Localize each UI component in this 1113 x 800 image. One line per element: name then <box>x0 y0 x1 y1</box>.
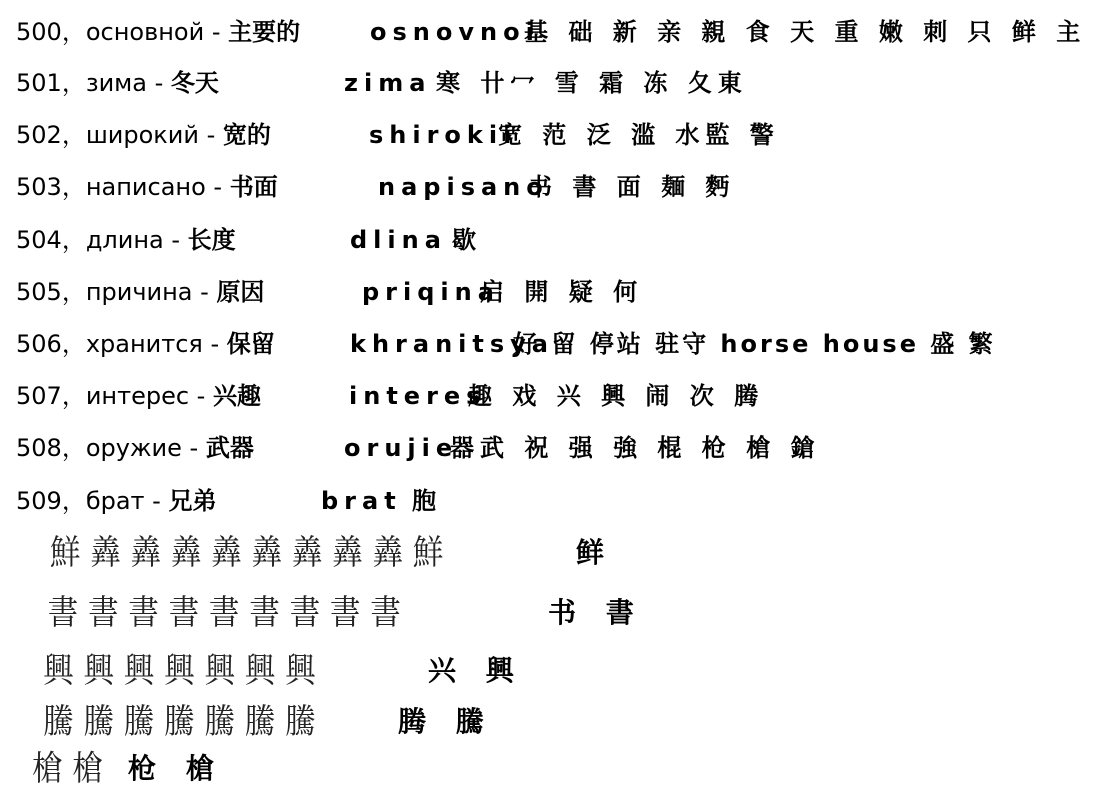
transliteration: orujie <box>344 434 459 462</box>
vocab-row <box>16 63 748 103</box>
dash: - <box>181 434 206 462</box>
glyph-row <box>28 744 1028 794</box>
russian-word: зима <box>85 69 147 97</box>
glyph-row <box>28 588 1028 638</box>
entry-number: 509 <box>16 487 62 515</box>
ancient-glyphs: 興 興 興 興 興 興 興 <box>43 651 316 691</box>
dash: - <box>163 226 188 254</box>
ancient-glyphs: 騰 騰 騰 騰 騰 騰 騰 <box>43 702 316 742</box>
separator: ， <box>61 226 86 254</box>
related-characters: 好 留 停站 驻守 horse house 盛 繁 <box>513 330 996 358</box>
russian-word: написано <box>85 173 206 201</box>
glyph-row <box>28 697 1028 747</box>
modern-character: 书 書 <box>548 596 644 629</box>
chinese-meaning: 武器 <box>205 434 254 462</box>
entry-number: 505 <box>16 278 62 306</box>
related-characters: 歇 <box>452 226 482 254</box>
transliteration: khranitsya <box>350 330 554 358</box>
modern-character: 兴 興 <box>428 654 524 687</box>
russian-word: длина <box>85 226 164 254</box>
entry-number: 503 <box>16 173 62 201</box>
vocab-row <box>16 428 821 468</box>
dash: - <box>205 173 230 201</box>
vocab-row <box>16 220 482 260</box>
separator: ， <box>61 434 86 462</box>
related-characters: 基 础 新 亲 親 食 天 重 嫩 刺 只 鲜 主 <box>524 18 1087 46</box>
vocab-row <box>16 481 442 521</box>
entry-number: 506 <box>16 330 62 358</box>
ancient-glyphs: 鮮 羴 羴 羴 羴 羴 羴 羴 羴 鮮 <box>49 533 444 573</box>
transliteration: napisano <box>378 173 549 201</box>
russian-word: оружие <box>85 434 182 462</box>
russian-word: брат <box>85 487 145 515</box>
ancient-glyphs: 槍 槍 <box>31 749 103 789</box>
dash: - <box>146 69 171 97</box>
glyph-row <box>28 528 1028 578</box>
dash: - <box>202 330 227 358</box>
vocab-row <box>16 115 780 155</box>
separator: ， <box>61 487 86 515</box>
entry-number: 508 <box>16 434 62 462</box>
related-characters: 胞 <box>412 487 442 515</box>
modern-character: 枪 槍 <box>128 752 224 785</box>
separator: ， <box>61 278 86 306</box>
separator: ， <box>61 382 86 410</box>
russian-word: интерес <box>85 382 190 410</box>
entry-number: 502 <box>16 121 62 149</box>
related-characters: 趣 戏 兴 興 闹 次 腾 <box>468 382 765 410</box>
transliteration: priqina <box>362 278 500 306</box>
entry-number: 504 <box>16 226 62 254</box>
separator: ， <box>61 18 86 46</box>
chinese-meaning: 原因 <box>216 278 265 306</box>
transliteration: brat <box>321 487 402 515</box>
separator: ， <box>61 173 86 201</box>
separator: ， <box>61 69 86 97</box>
russian-word: широкий <box>85 121 199 149</box>
vocab-row <box>16 272 644 312</box>
transliteration: zima <box>344 69 432 97</box>
separator: ， <box>61 121 86 149</box>
transliteration: shirokii <box>369 121 518 149</box>
modern-character: 鲜 <box>576 536 615 569</box>
transliteration: interes <box>349 382 487 410</box>
entry-number: 500 <box>16 18 62 46</box>
related-characters: 寒 卄冖 雪 霜 冻 夂東 <box>436 69 748 97</box>
chinese-meaning: 长度 <box>187 226 236 254</box>
related-characters: 书 書 面 麺 麪 <box>528 173 736 201</box>
dash: - <box>144 487 169 515</box>
vocab-row <box>16 12 1087 52</box>
vocab-row <box>16 376 765 416</box>
chinese-meaning: 兄弟 <box>168 487 217 515</box>
vocab-row <box>16 324 996 364</box>
ancient-glyphs: 書 書 書 書 書 書 書 書 書 <box>47 593 401 633</box>
transliteration: osnovnoi <box>370 18 540 46</box>
dash: - <box>189 382 213 410</box>
chinese-meaning: 书面 <box>229 173 278 201</box>
transliteration: dlina <box>350 226 447 254</box>
glyph-row <box>28 646 1028 696</box>
dash: - <box>198 121 223 149</box>
chinese-meaning: 宽的 <box>222 121 271 149</box>
related-characters: 宽 范 泛 滥 水監 警 <box>498 121 780 149</box>
russian-word: хранится <box>85 330 203 358</box>
chinese-meaning: 冬天 <box>170 69 219 97</box>
chinese-meaning: 主要的 <box>228 18 301 46</box>
dash: - <box>192 278 217 306</box>
vocab-row <box>16 167 736 207</box>
entry-number: 507 <box>16 382 62 410</box>
related-characters: 器武 祝 强 強 棍 枪 槍 鎗 <box>450 434 821 462</box>
chinese-meaning: 兴趣 <box>212 382 261 410</box>
chinese-meaning: 保留 <box>226 330 275 358</box>
modern-character: 腾 騰 <box>398 705 494 738</box>
russian-word: причина <box>85 278 193 306</box>
dash: - <box>204 18 229 46</box>
separator: ， <box>61 330 86 358</box>
entry-number: 501 <box>16 69 62 97</box>
related-characters: 启 開 疑 何 <box>480 278 644 306</box>
russian-word: основной <box>85 18 205 46</box>
